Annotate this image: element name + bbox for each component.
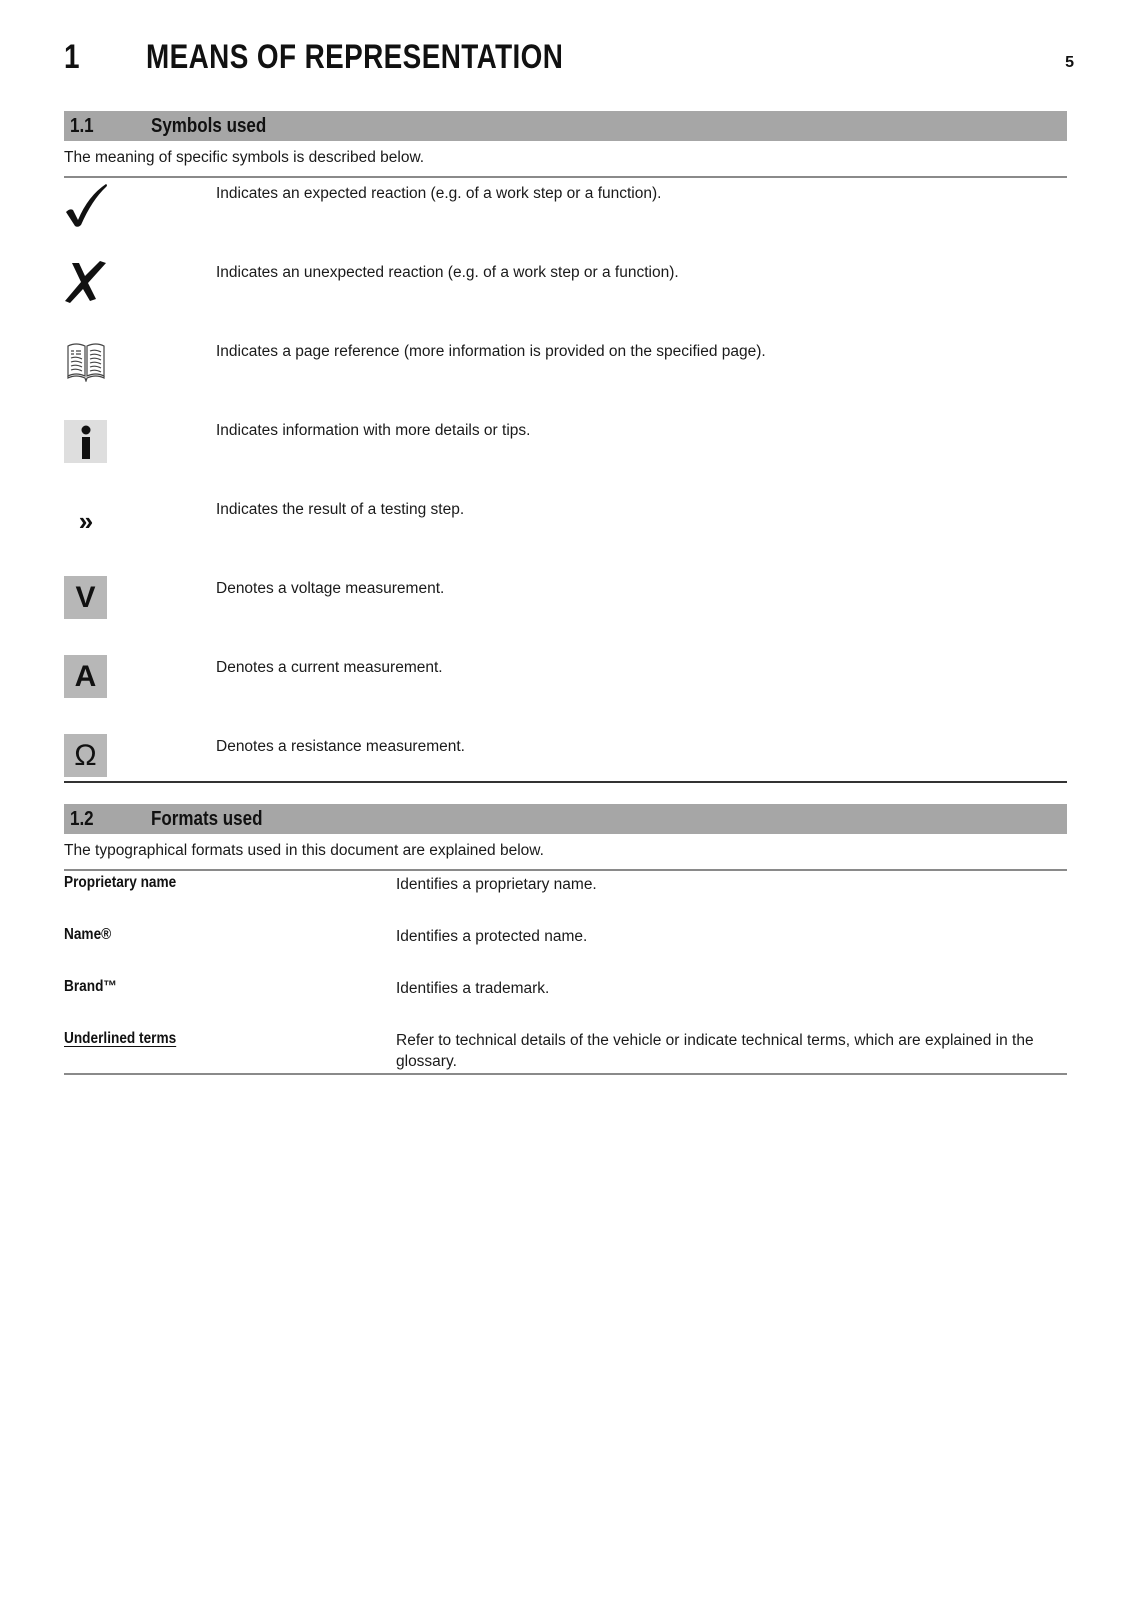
checkmark-icon [64, 183, 108, 227]
symbol-description: Indicates an expected reaction (e.g. of a work step or a function). [216, 185, 662, 202]
section-number: 1.1 [70, 115, 94, 137]
format-term: Underlined terms [64, 1030, 177, 1047]
format-description: Identifies a protected name. [396, 928, 588, 945]
symbol-row [64, 734, 1067, 814]
open-book-icon [64, 339, 108, 383]
chapter-title: MEANS OF REPRESENTATION [146, 38, 564, 76]
divider [64, 781, 1067, 783]
symbol-description: Indicates an unexpected reaction (e.g. of a work step or a function). [216, 264, 679, 281]
page-number: 5 [1065, 54, 1074, 71]
format-description: Refer to technical details of the vehicle or indicate technical terms, which are explained in the glossary. [396, 1032, 1034, 1070]
section-title: Symbols used [151, 115, 267, 137]
symbol-row [64, 260, 1067, 340]
current-icon: A [64, 655, 107, 698]
format-term: Proprietary name [64, 874, 177, 891]
symbol-row [64, 576, 1067, 656]
symbol-row [64, 339, 1067, 419]
symbol-row [64, 497, 1067, 577]
symbol-description: Indicates information with more details or tips. [216, 422, 531, 439]
double-chevron-right-icon: » [78, 505, 94, 536]
resistance-icon: Ω [64, 734, 107, 777]
symbol-description: Denotes a resistance measurement. [216, 738, 465, 755]
section-intro: The meaning of specific symbols is described below. [64, 149, 425, 166]
divider [64, 1073, 1067, 1075]
symbol-row [64, 655, 1067, 735]
format-description: Identifies a proprietary name. [396, 876, 597, 893]
chapter-number: 1 [64, 38, 80, 76]
section-intro: The typographical formats used in this document are explained below. [64, 842, 544, 859]
symbol-row [64, 418, 1067, 498]
divider [64, 869, 1067, 871]
cross-icon [64, 260, 108, 304]
voltage-icon: V [64, 576, 107, 619]
section-heading-formats [64, 804, 1067, 834]
format-description: Identifies a trademark. [396, 980, 550, 997]
chapter-header [64, 38, 1074, 82]
symbol-description: Denotes a current measurement. [216, 659, 443, 676]
section-heading-symbols [64, 111, 1067, 141]
info-icon [64, 420, 107, 463]
symbol-description: Indicates a page reference (more information is provided on the specified page). [216, 343, 766, 360]
format-term: Brand™ [64, 978, 118, 995]
section-number: 1.2 [70, 808, 94, 830]
symbol-description: Indicates the result of a testing step. [216, 501, 465, 518]
divider [64, 176, 1067, 178]
symbol-row [64, 181, 1067, 261]
section-title: Formats used [151, 808, 263, 830]
symbol-description: Denotes a voltage measurement. [216, 580, 445, 597]
format-term: Name® [64, 926, 112, 943]
